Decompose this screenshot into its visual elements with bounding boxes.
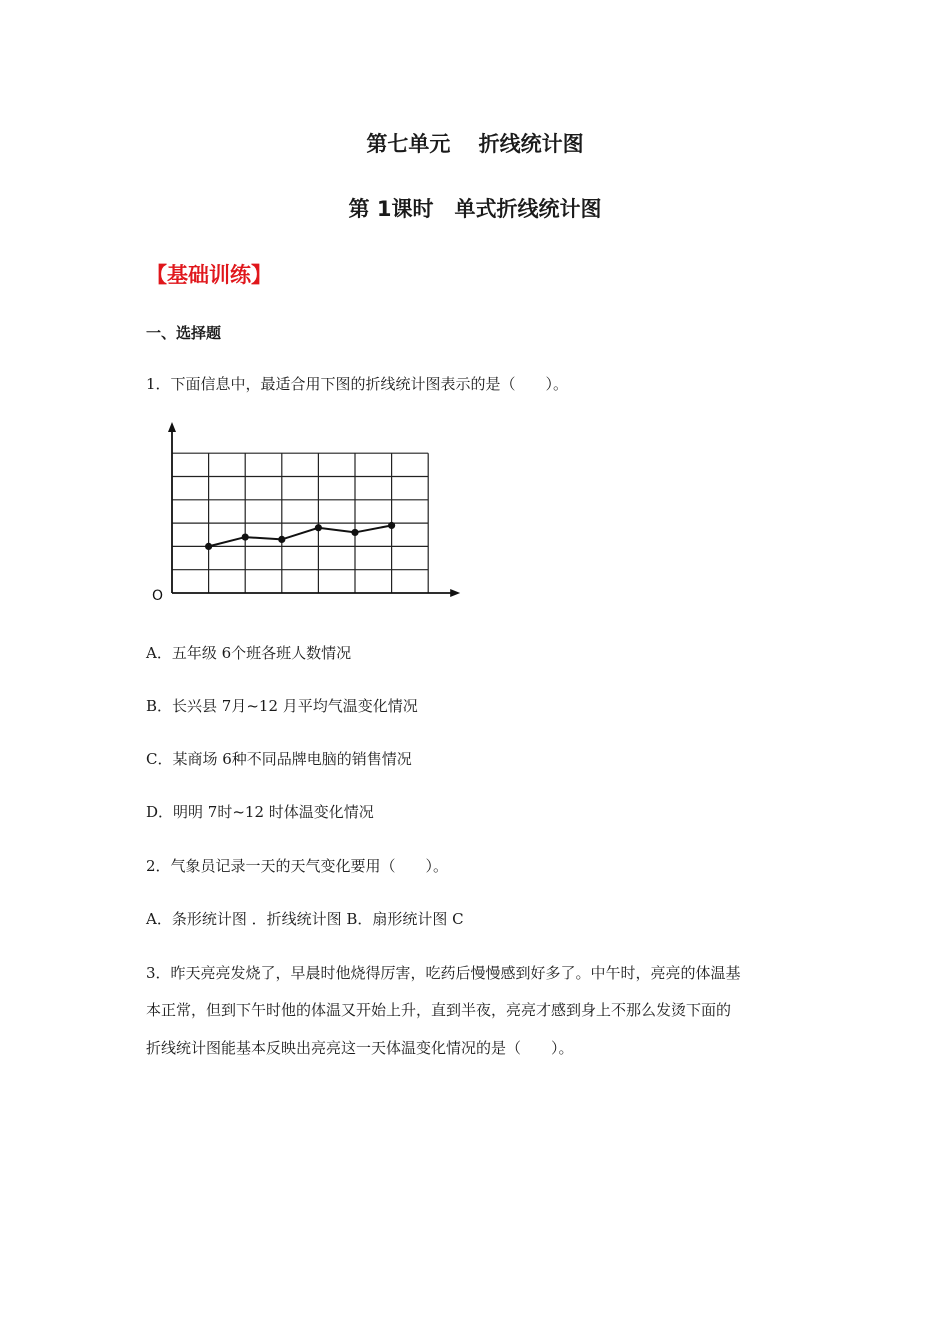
data-point	[278, 536, 285, 543]
unit-title: 第七单元 折线统计图	[366, 132, 584, 156]
data-point	[315, 524, 322, 531]
y-axis-arrow	[168, 422, 176, 432]
section-label: 【基础训练】	[146, 263, 272, 287]
question-1-option-b: B．长兴县 7月~12 月平均气温变化情况	[146, 697, 418, 715]
lesson-title: 第 1课时 单式折线统计图	[348, 197, 602, 221]
chart-series	[205, 522, 395, 550]
series-line	[209, 525, 392, 546]
question-3-stem-line-3: 折线统计图能基本反映出亮亮这一天体温变化情况的是（ ）。	[146, 1039, 574, 1057]
question-1-option-a: A．五年级 6个班各班人数情况	[146, 644, 352, 662]
question-1-option-c: C．某商场 6种不同品牌电脑的销售情况	[146, 750, 412, 768]
chart-axes	[168, 422, 460, 597]
data-point	[205, 543, 212, 550]
origin-label: O	[152, 588, 164, 604]
data-point	[242, 533, 249, 540]
line-chart	[142, 420, 462, 610]
x-axis-arrow	[450, 589, 460, 597]
data-point	[388, 522, 395, 529]
question-1-stem: 1．下面信息中，最适合用下图的折线统计图表示的是（ ）。	[146, 375, 569, 393]
part-heading: 一、选择题	[146, 324, 222, 342]
question-2-stem: 2．气象员记录一天的天气变化要用（ ）。	[146, 857, 449, 875]
question-1-option-d: D．明明 7时~12 时体温变化情况	[146, 803, 374, 821]
question-2-options: A．条形统计图 ．折线统计图 B．扇形统计图 C	[146, 910, 464, 928]
data-point	[351, 529, 358, 536]
question-3-stem-line-2: 本正常，但到下午时他的体温又开始上升，直到半夜，亮亮才感到身上不那么发烫下面的	[146, 1001, 732, 1019]
question-3-stem-line-1: 3．昨天亮亮发烧了，早晨时他烧得厉害，吃药后慢慢感到好多了。中午时，亮亮的体温基	[146, 964, 741, 982]
